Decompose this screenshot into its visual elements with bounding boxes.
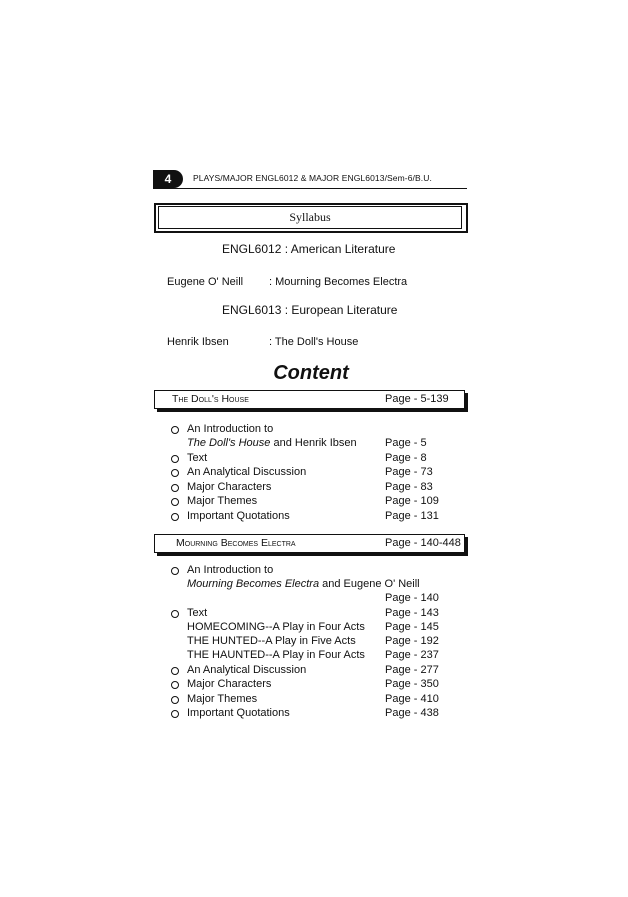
bullet-icon [171, 710, 179, 718]
toc-item-title-rest: and Eugene O' Neill [319, 578, 420, 590]
bullet-icon [171, 610, 179, 618]
toc-item-label: Major Themes [187, 495, 258, 507]
toc-item-title-italic: The Doll's House [187, 437, 271, 449]
course-work-dolls-house: : The Doll's House [269, 336, 359, 348]
toc-item-label: Major Characters [187, 481, 272, 493]
toc-item-label [187, 577, 420, 591]
bullet-icon [171, 455, 179, 463]
toc-item-page: Page - 410 [385, 693, 439, 705]
toc-item-page: Page - 143 [385, 607, 439, 619]
toc-item-label: THE HUNTED--A Play in Five Acts [187, 635, 356, 647]
content-title: Content [273, 362, 349, 384]
header-rule [153, 188, 467, 189]
toc-item-label: An Analytical Discussion [187, 664, 307, 676]
bullet-icon [171, 513, 179, 521]
syllabus-title: Syllabus [289, 210, 331, 224]
section-pages: Page - 5-139 [385, 393, 449, 405]
toc-item-page: Page - 8 [385, 452, 427, 464]
toc-item-title-rest: and Henrik Ibsen [270, 437, 357, 449]
course-author-ibsen: Henrik Ibsen [167, 336, 229, 348]
toc-item-label: THE HAUNTED--A Play in Four Acts [187, 649, 365, 661]
toc-item-title-italic: Mourning Becomes Electra [187, 578, 320, 590]
toc-item-page: Page - 83 [385, 481, 433, 493]
toc-item-page: Page - 277 [385, 664, 439, 676]
bullet-icon [171, 667, 179, 675]
section-title: Mourning Becomes Electra [176, 537, 296, 549]
toc-item-label: Important Quotations [187, 510, 290, 522]
bullet-icon [171, 681, 179, 689]
toc-item-label: Text [187, 607, 208, 619]
bullet-icon [171, 426, 179, 434]
course-heading-american: ENGL6012 : American Literature [222, 242, 396, 256]
bullet-icon [171, 484, 179, 492]
toc-item-page: Page - 131 [385, 510, 439, 522]
toc-item-page: Page - 237 [385, 649, 439, 661]
toc-item-label: Major Themes [187, 693, 258, 705]
bullet-icon [171, 696, 179, 704]
toc-item-page: Page - 145 [385, 621, 439, 633]
toc-item-label: Major Characters [187, 678, 272, 690]
running-head: PLAYS/MAJOR ENGL6012 & MAJOR ENGL6013/Sem-6/B.U. [193, 173, 432, 183]
bullet-icon [171, 567, 179, 575]
course-work-electra: : Mourning Becomes Electra [269, 276, 408, 288]
toc-item-page: Page - 192 [385, 635, 439, 647]
toc-item-label: An Introduction to [187, 423, 274, 435]
section-title: The Doll's House [172, 393, 249, 405]
course-author-oneill: Eugene O' Neill [167, 276, 244, 288]
toc-item-page: Page - 140 [385, 592, 439, 604]
page-number: 4 [153, 170, 183, 188]
bullet-icon [171, 498, 179, 506]
toc-item-label: Important Quotations [187, 707, 290, 719]
toc-item-page: Page - 350 [385, 678, 439, 690]
toc-item-label: An Analytical Discussion [187, 466, 307, 478]
toc-item-label: Text [187, 452, 208, 464]
course-heading-european: ENGL6013 : European Literature [222, 303, 398, 317]
bullet-icon [171, 469, 179, 477]
toc-item-label: An Introduction to [187, 564, 274, 576]
toc-item-page: Page - 5 [385, 437, 427, 449]
toc-item-page: Page - 73 [385, 466, 433, 478]
toc-item-label [187, 436, 357, 450]
toc-item-page: Page - 109 [385, 495, 439, 507]
toc-item-label: HOMECOMING--A Play in Four Acts [187, 621, 365, 633]
toc-item-page: Page - 438 [385, 707, 439, 719]
section-pages: Page - 140-448 [385, 537, 461, 549]
